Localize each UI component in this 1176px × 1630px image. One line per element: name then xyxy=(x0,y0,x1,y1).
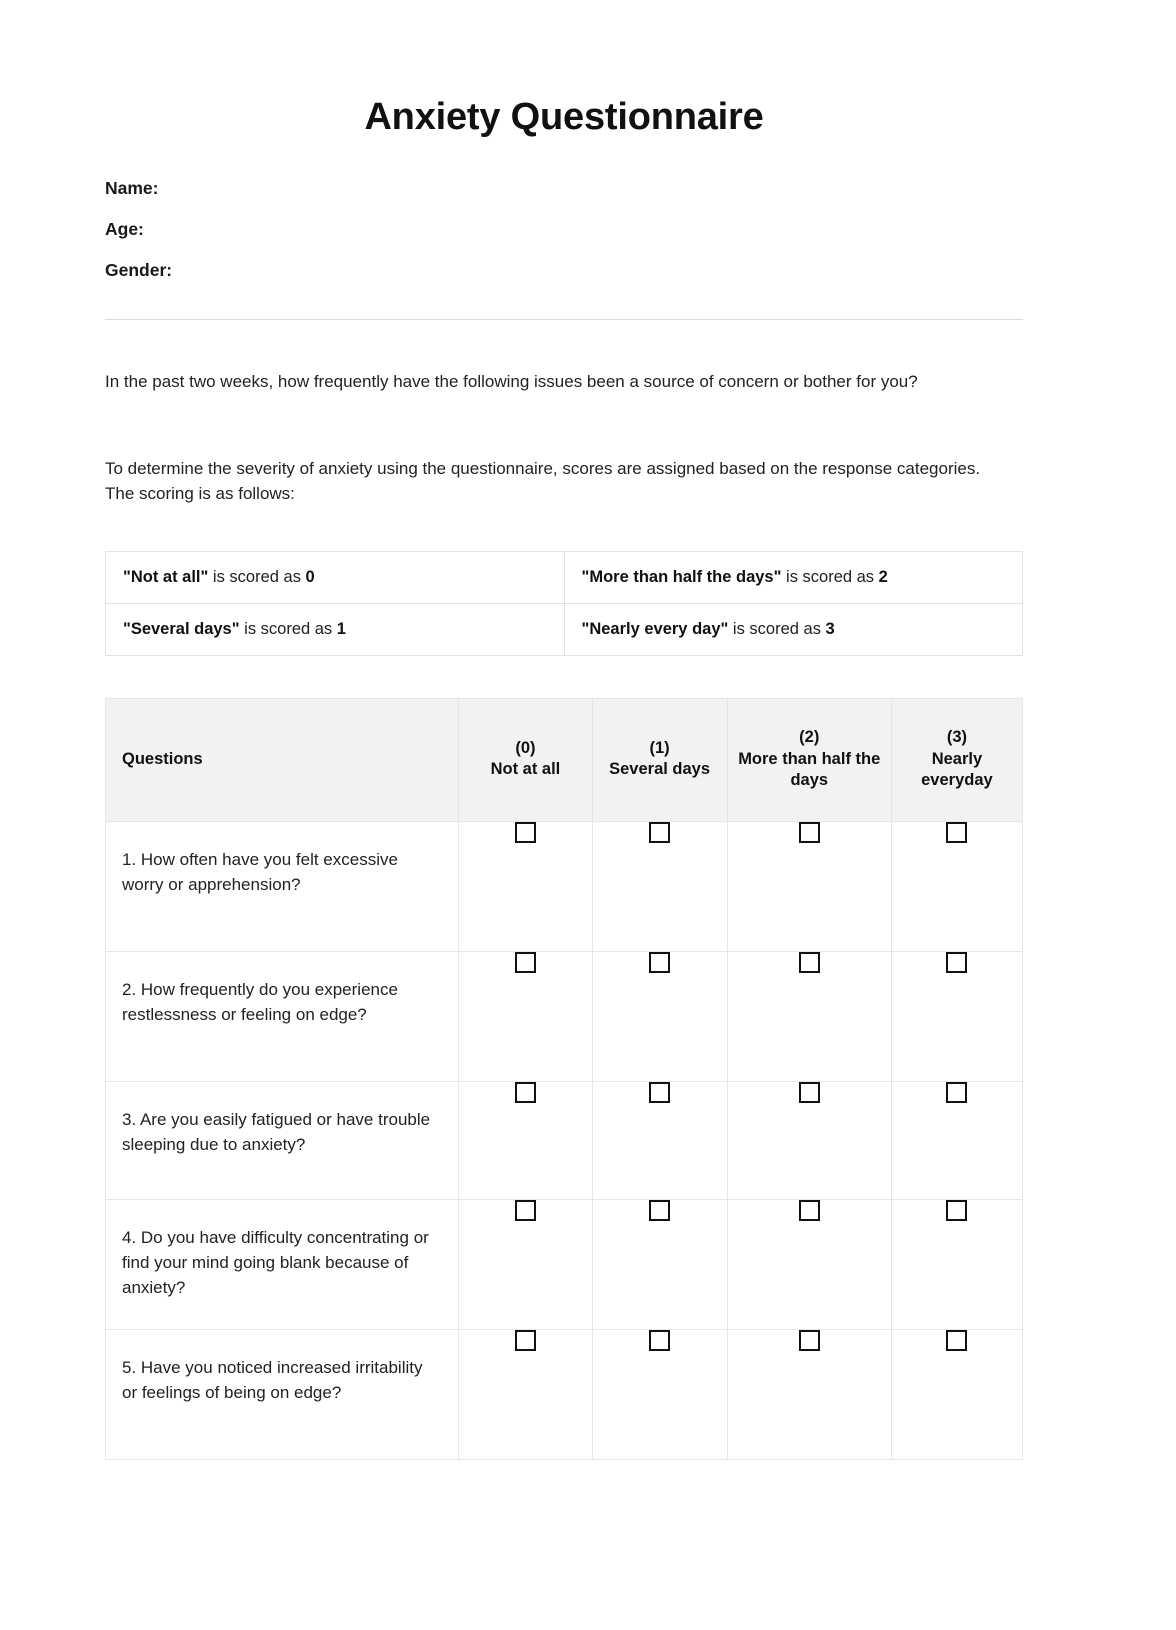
answer-cell-q2-opt2[interactable] xyxy=(727,952,891,1082)
answer-cell-q1-opt2[interactable] xyxy=(727,822,891,952)
scoring-label: "Nearly every day" xyxy=(581,620,729,639)
answer-cell-q1-opt3[interactable] xyxy=(891,822,1022,952)
scoring-label: "Not at all" xyxy=(123,567,209,586)
table-row xyxy=(106,604,1023,656)
checkbox-q2-opt0[interactable] xyxy=(515,952,536,973)
scoring-value: 0 xyxy=(305,567,315,586)
option-code: (1) xyxy=(649,738,670,757)
scoring-cell-more-than-half xyxy=(564,551,1023,603)
question-cell-3 xyxy=(106,1082,459,1200)
intro-paragraph-2: To determine the severity of anxiety using the questionnaire, scores are assigned based on the response categories. The scoring is as follows: xyxy=(105,459,981,503)
checkbox-q1-opt0[interactable] xyxy=(515,822,536,843)
age-field-label[interactable]: Age: xyxy=(105,218,144,239)
answer-cell-q3-opt2[interactable] xyxy=(727,1082,891,1200)
table-row xyxy=(106,952,1023,1082)
checkbox-q1-opt1[interactable] xyxy=(649,822,670,843)
scoring-mid: is scored as xyxy=(728,620,826,639)
checkbox-q5-opt3[interactable] xyxy=(946,1330,967,1351)
scoring-cell-nearly-every-day xyxy=(564,604,1023,656)
question-cell-2 xyxy=(106,952,459,1082)
checkbox-q2-opt2[interactable] xyxy=(799,952,820,973)
checkbox-q3-opt2[interactable] xyxy=(799,1082,820,1103)
scoring-label: "More than half the days" xyxy=(581,567,782,586)
column-header-option-3 xyxy=(891,699,1022,822)
scoring-cell-not-at-all xyxy=(106,551,565,603)
answer-cell-q2-opt3[interactable] xyxy=(891,952,1022,1082)
scoring-value: 1 xyxy=(336,620,346,639)
table-row xyxy=(106,822,1023,952)
answer-cell-q5-opt0[interactable] xyxy=(459,1330,592,1460)
column-header-option-2 xyxy=(727,699,891,822)
answer-cell-q1-opt1[interactable] xyxy=(592,822,727,952)
answer-cell-q3-opt0[interactable] xyxy=(459,1082,592,1200)
question-text: 5. Have you noticed increased irritability or feelings of being on edge? xyxy=(122,1358,423,1403)
scoring-cell-several-days xyxy=(106,604,565,656)
answer-cell-q2-opt1[interactable] xyxy=(592,952,727,1082)
table-row xyxy=(106,551,1023,603)
scoring-key-table xyxy=(105,551,1023,657)
option-code: (2) xyxy=(799,727,820,746)
answer-cell-q3-opt3[interactable] xyxy=(891,1082,1022,1200)
checkbox-q2-opt3[interactable] xyxy=(946,952,967,973)
table-row xyxy=(106,1082,1023,1200)
checkbox-q5-opt0[interactable] xyxy=(515,1330,536,1351)
answer-cell-q1-opt0[interactable] xyxy=(459,822,592,952)
checkbox-q3-opt0[interactable] xyxy=(515,1082,536,1103)
question-text: 2. How frequently do you experience restlessness or feeling on edge? xyxy=(122,980,398,1025)
column-header-option-1 xyxy=(592,699,727,822)
option-code: (0) xyxy=(515,738,536,757)
question-text: 4. Do you have difficulty concentrating or find your mind going blank because of anxiety? xyxy=(122,1228,429,1297)
checkbox-q1-opt3[interactable] xyxy=(946,822,967,843)
answer-cell-q5-opt3[interactable] xyxy=(891,1330,1022,1460)
scoring-mid: is scored as xyxy=(781,567,879,586)
option-label: More than half the days xyxy=(738,749,881,790)
question-text: 3. Are you easily fatigued or have trouble sleeping due to anxiety? xyxy=(122,1110,431,1155)
answer-cell-q5-opt1[interactable] xyxy=(592,1330,727,1460)
intro-section xyxy=(105,370,1023,507)
table-header-row xyxy=(106,699,1023,822)
name-field-label[interactable]: Name: xyxy=(105,177,159,198)
checkbox-q4-opt1[interactable] xyxy=(649,1200,670,1221)
question-cell-4 xyxy=(106,1200,459,1330)
answer-cell-q3-opt1[interactable] xyxy=(592,1082,727,1200)
question-cell-1 xyxy=(106,822,459,952)
option-code: (3) xyxy=(946,727,967,746)
checkbox-q2-opt1[interactable] xyxy=(649,952,670,973)
answer-cell-q4-opt3[interactable] xyxy=(891,1200,1022,1330)
answer-cell-q5-opt2[interactable] xyxy=(727,1330,891,1460)
scoring-label: "Several days" xyxy=(123,620,240,639)
scoring-value: 3 xyxy=(825,620,835,639)
table-row xyxy=(106,1330,1023,1460)
questionnaire-table xyxy=(105,698,1023,1460)
scoring-mid: is scored as xyxy=(239,620,337,639)
answer-cell-q4-opt1[interactable] xyxy=(592,1200,727,1330)
table-row xyxy=(106,1200,1023,1330)
checkbox-q3-opt1[interactable] xyxy=(649,1082,670,1103)
page-title: Anxiety Questionnaire xyxy=(364,96,764,138)
option-label: Several days xyxy=(609,760,711,779)
gender-field-label[interactable]: Gender: xyxy=(105,259,173,280)
checkbox-q5-opt1[interactable] xyxy=(649,1330,670,1351)
scoring-value: 2 xyxy=(878,567,888,586)
checkbox-q4-opt3[interactable] xyxy=(946,1200,967,1221)
section-divider xyxy=(105,319,1023,320)
scoring-mid: is scored as xyxy=(208,567,306,586)
question-text: 1. How often have you felt excessive worry or apprehension? xyxy=(122,850,398,895)
column-header-questions: Questions xyxy=(106,699,459,822)
checkbox-q5-opt2[interactable] xyxy=(799,1330,820,1351)
page-content xyxy=(105,0,1023,1460)
question-cell-5 xyxy=(106,1330,459,1460)
checkbox-q4-opt2[interactable] xyxy=(799,1200,820,1221)
answer-cell-q2-opt0[interactable] xyxy=(459,952,592,1082)
identity-fields xyxy=(105,177,1023,303)
checkbox-q4-opt0[interactable] xyxy=(515,1200,536,1221)
checkbox-q3-opt3[interactable] xyxy=(946,1082,967,1103)
answer-cell-q4-opt2[interactable] xyxy=(727,1200,891,1330)
option-label: Not at all xyxy=(490,760,561,779)
intro-paragraph-1: In the past two weeks, how frequently have the following issues been a source of concern or bother for you? xyxy=(105,371,918,391)
answer-cell-q4-opt0[interactable] xyxy=(459,1200,592,1330)
column-header-option-0 xyxy=(459,699,592,822)
checkbox-q1-opt2[interactable] xyxy=(799,822,820,843)
option-label: Nearly everyday xyxy=(921,749,993,790)
